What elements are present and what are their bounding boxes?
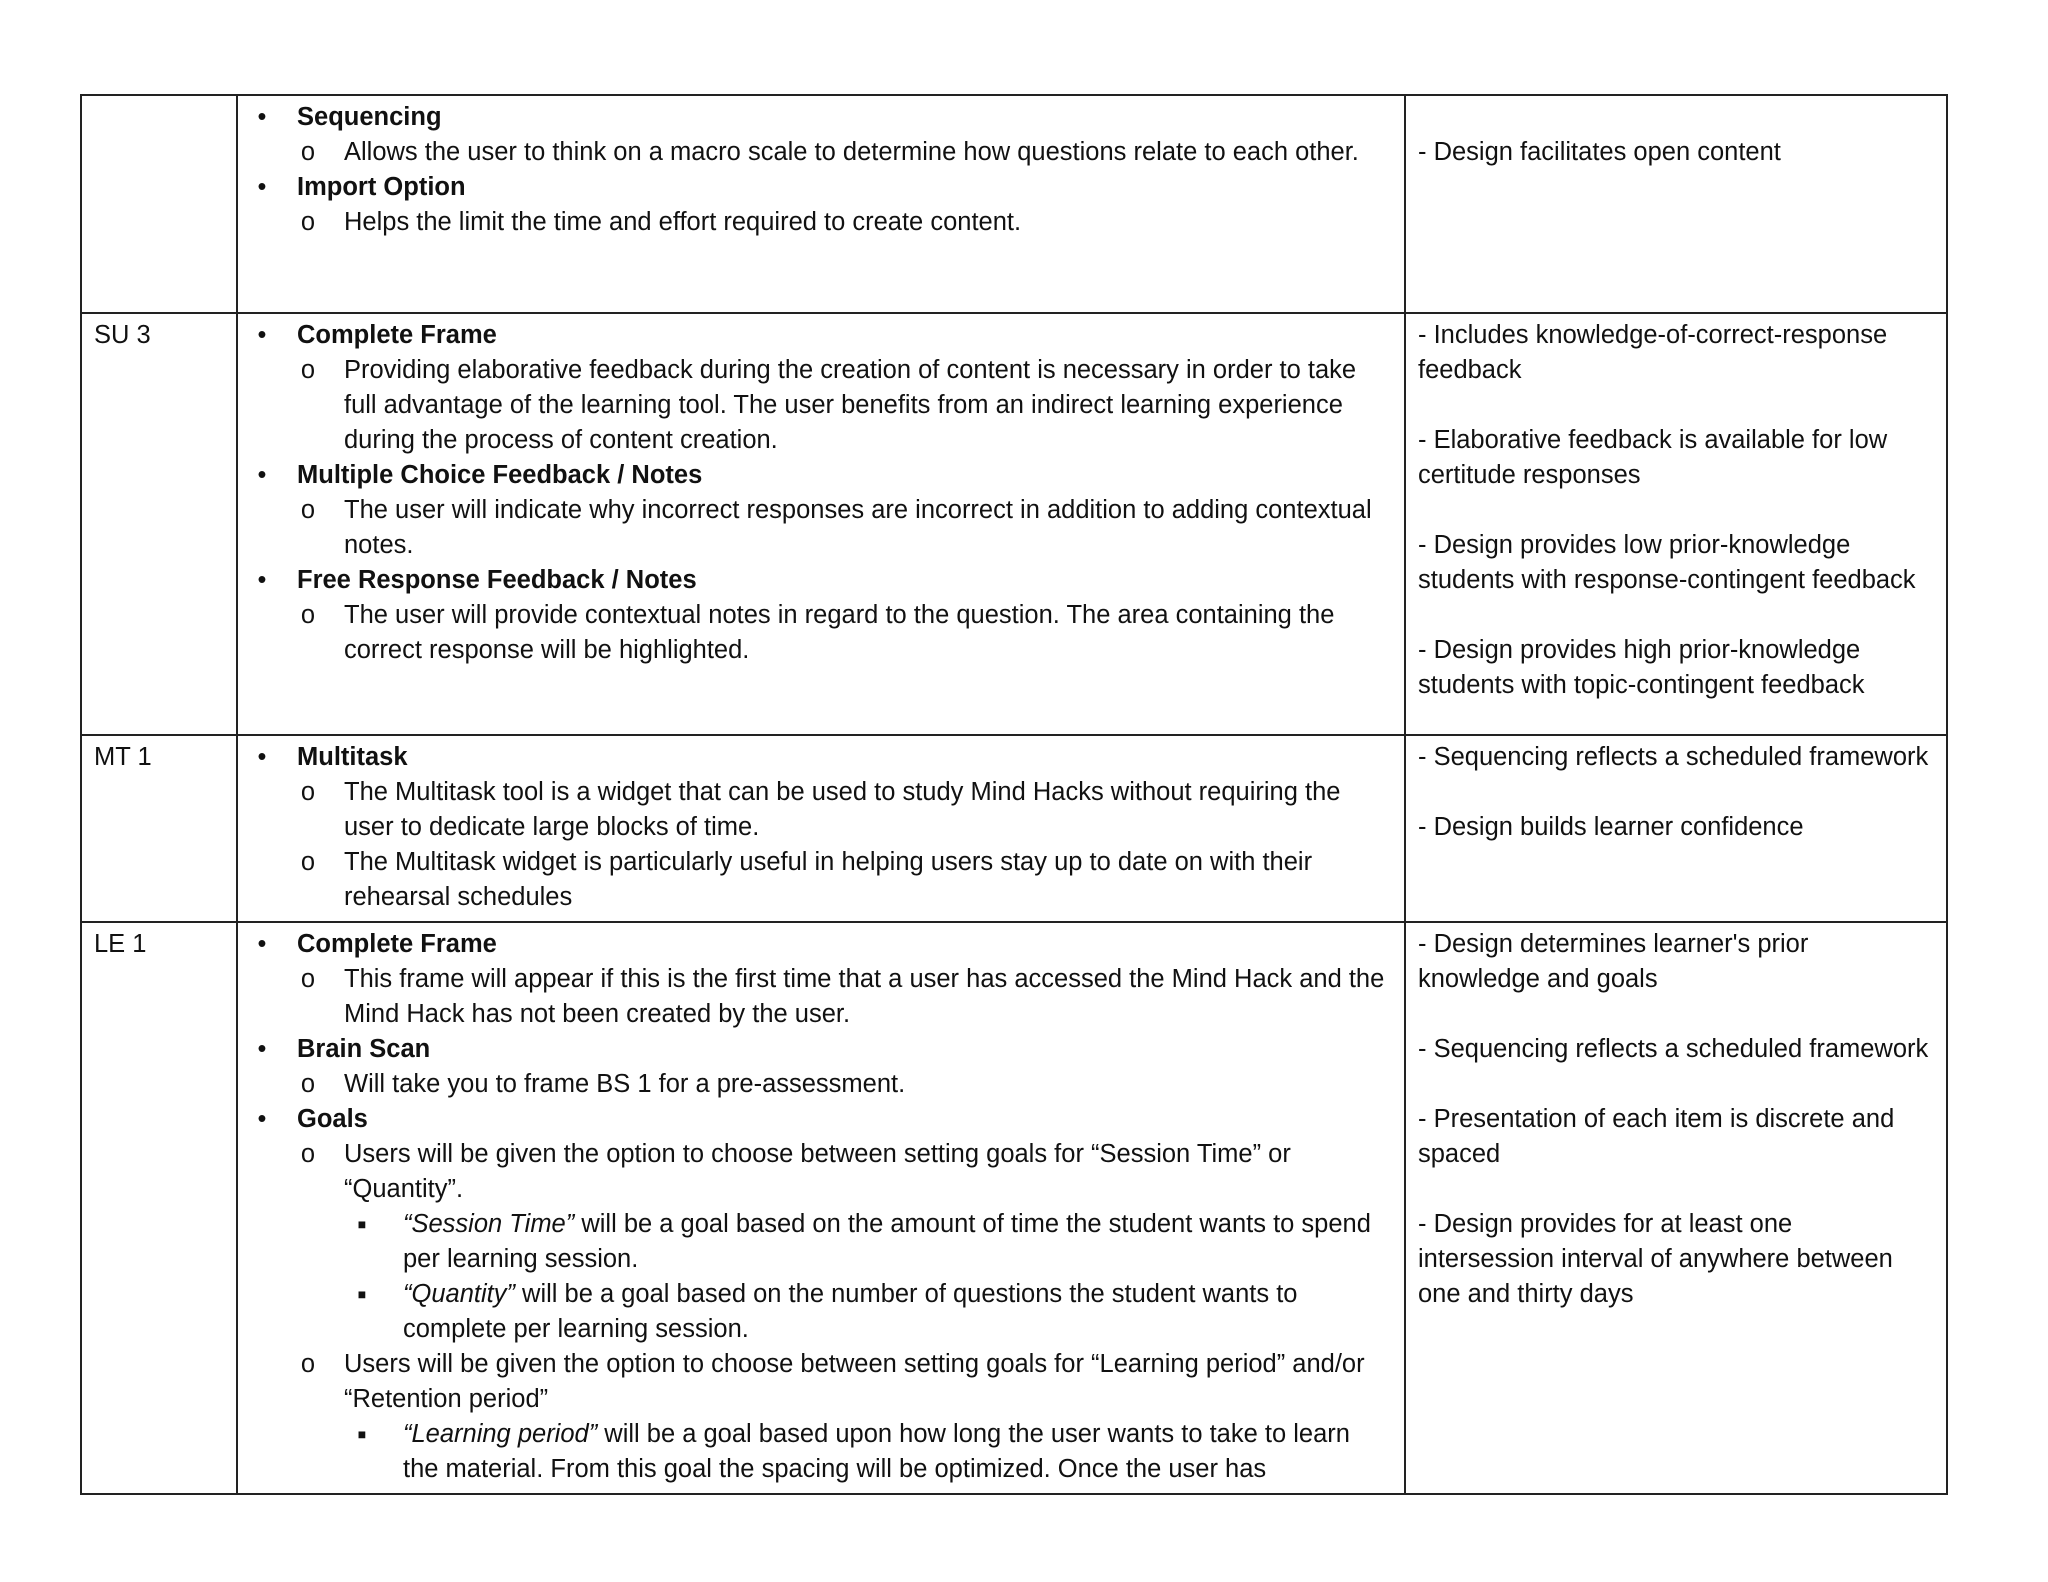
sub-item-text: The Multitask tool is a widget that can be used to study Mind Hacks without requiring the user to dedicate large blocks of time. — [344, 778, 1341, 841]
note-line: - Elaborative feedback is available for low certitude responses — [1418, 426, 1888, 489]
sub-item-text: Users will be given the option to choose between setting goals for “Learning period” and/or “Retention period” — [344, 1350, 1365, 1413]
bullet-icon: • — [257, 461, 267, 489]
sub-item-text: Users will be given the option to choose between setting goals for “Session Time” or “Quantity”. — [344, 1140, 1291, 1203]
note-line: - Presentation of each item is discrete and spaced — [1418, 1105, 1895, 1168]
list-item — [250, 1032, 1392, 1102]
list-item — [250, 458, 1392, 563]
list-item — [250, 100, 1392, 170]
description-cell — [237, 922, 1405, 1494]
notes-cell — [1405, 313, 1947, 735]
notes-cell — [1405, 922, 1947, 1494]
notes-cell — [1405, 95, 1947, 313]
list-item — [250, 170, 1392, 240]
sub-item — [297, 1347, 1392, 1487]
design-table — [80, 94, 1948, 1495]
square-bullet-icon: ■ — [357, 1286, 367, 1302]
bullet-icon: • — [257, 321, 267, 349]
sub-item — [297, 1137, 1392, 1347]
item-title: Multiple Choice Feedback / Notes — [297, 461, 703, 489]
circle-bullet-icon: o — [300, 848, 316, 876]
sub-item — [297, 962, 1392, 1032]
item-title: Brain Scan — [297, 1035, 431, 1063]
sub-sub-item — [344, 1417, 1392, 1487]
circle-bullet-icon: o — [300, 1140, 316, 1168]
goal-term: “Session Time” — [403, 1210, 575, 1238]
item-title: Complete Frame — [297, 930, 497, 958]
note-line: - Design provides high prior-knowledge students with topic-contingent feedback — [1418, 636, 1865, 699]
sub-item-text: Allows the user to think on a macro scale to determine how questions relate to each other. — [344, 138, 1359, 166]
item-title: Complete Frame — [297, 321, 497, 349]
bullet-icon: • — [257, 103, 267, 131]
bullet-icon: • — [257, 566, 267, 594]
frame-id: MT 1 — [94, 743, 152, 771]
list-item — [250, 1102, 1392, 1487]
circle-bullet-icon: o — [300, 778, 316, 806]
sub-item-text: Providing elaborative feedback during the creation of content is necessary in order to take full advantage of the learning tool. The user benefits from an indirect learning experience during the process of content creation. — [344, 356, 1357, 454]
note-line: - Design builds learner confidence — [1418, 813, 1804, 841]
goal-term: “Quantity” — [403, 1280, 515, 1308]
table-row — [81, 313, 1947, 735]
note-line: - Design provides low prior-knowledge students with response-contingent feedback — [1418, 531, 1916, 594]
frame-id: LE 1 — [94, 930, 147, 958]
goal-text: will be a goal based on the amount of time the student wants to spend per learning session. — [403, 1210, 1371, 1273]
square-bullet-icon: ■ — [357, 1216, 367, 1232]
sub-item-text: This frame will appear if this is the first time that a user has accessed the Mind Hack and the Mind Hack has not been created by the user. — [344, 965, 1385, 1028]
circle-bullet-icon: o — [300, 1070, 316, 1098]
sub-sub-item — [344, 1277, 1392, 1347]
table-row — [81, 95, 1947, 313]
circle-bullet-icon: o — [300, 356, 316, 384]
sub-item-text: Helps the limit the time and effort required to create content. — [344, 208, 1022, 236]
sub-sub-item — [344, 1207, 1392, 1277]
bullet-icon: • — [257, 1035, 267, 1063]
description-cell — [237, 313, 1405, 735]
sub-item-text: The user will provide contextual notes in regard to the question. The area containing the correct response will be highlighted. — [344, 601, 1335, 664]
circle-bullet-icon: o — [300, 496, 316, 524]
sub-item — [297, 205, 1392, 240]
sub-item — [297, 353, 1392, 458]
description-cell — [237, 95, 1405, 313]
note-line: - Includes knowledge-of-correct-response feedback — [1418, 321, 1888, 384]
sub-item-text: The Multitask widget is particularly useful in helping users stay up to date on with their rehearsal schedules — [344, 848, 1313, 911]
table-row — [81, 922, 1947, 1494]
note-line: - Sequencing reflects a scheduled framework — [1418, 1035, 1929, 1063]
note-line: - Sequencing reflects a scheduled framework — [1418, 743, 1929, 771]
sub-item — [297, 135, 1392, 170]
sub-item — [297, 493, 1392, 563]
frame-id-cell — [81, 95, 237, 313]
frame-id: SU 3 — [94, 321, 151, 349]
frame-id-cell — [81, 735, 237, 922]
circle-bullet-icon: o — [300, 208, 316, 236]
sub-item-text: Will take you to frame BS 1 for a pre-assessment. — [344, 1070, 906, 1098]
notes-cell — [1405, 735, 1947, 922]
sub-item-text: The user will indicate why incorrect responses are incorrect in addition to adding contextual notes. — [344, 496, 1372, 559]
list-item — [250, 318, 1392, 458]
bullet-icon: • — [257, 930, 267, 958]
item-title: Import Option — [297, 173, 466, 201]
goal-text: will be a goal based on the number of questions the student wants to complete per learning session. — [403, 1280, 1298, 1343]
note-line: - Design provides for at least one intersession interval of anywhere between one and thirty days — [1418, 1210, 1893, 1308]
description-cell — [237, 735, 1405, 922]
note-line: - Design facilitates open content — [1418, 138, 1781, 166]
bullet-icon: • — [257, 1105, 267, 1133]
note-line: - Design determines learner's prior knowledge and goals — [1418, 930, 1809, 993]
circle-bullet-icon: o — [300, 138, 316, 166]
circle-bullet-icon: o — [300, 1350, 316, 1378]
goal-term: “Learning period” — [403, 1420, 598, 1448]
list-item — [250, 740, 1392, 915]
list-item — [250, 927, 1392, 1032]
item-title: Free Response Feedback / Notes — [297, 566, 697, 594]
frame-id-cell — [81, 922, 237, 1494]
frame-id-cell — [81, 313, 237, 735]
circle-bullet-icon: o — [300, 601, 316, 629]
sub-item — [297, 775, 1392, 845]
sub-item — [297, 1067, 1392, 1102]
square-bullet-icon: ■ — [357, 1426, 367, 1442]
circle-bullet-icon: o — [300, 965, 316, 993]
item-title: Multitask — [297, 743, 408, 771]
goal-text: will be a goal based upon how long the user wants to take to learn the material. From this goal the spacing will be optimized. Once the user has — [403, 1420, 1350, 1483]
item-title: Sequencing — [297, 103, 442, 131]
sub-item — [297, 598, 1392, 668]
sub-item — [297, 845, 1392, 915]
table-row — [81, 735, 1947, 922]
note-line — [1418, 100, 1934, 135]
item-title: Goals — [297, 1105, 368, 1133]
bullet-icon: • — [257, 743, 267, 771]
list-item — [250, 563, 1392, 668]
bullet-icon: • — [257, 173, 267, 201]
